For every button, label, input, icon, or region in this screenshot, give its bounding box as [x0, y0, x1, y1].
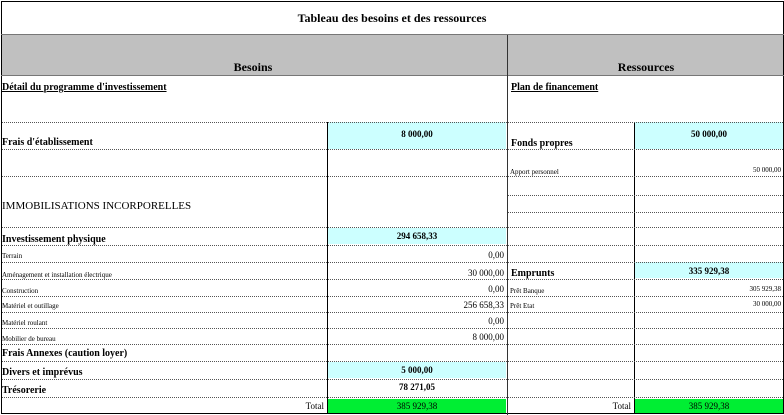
row-line — [2, 397, 507, 398]
emprunts-value: 335 929,38 — [688, 266, 730, 276]
row-line — [508, 296, 783, 297]
row-line — [2, 227, 507, 228]
row-line — [508, 262, 783, 263]
row-line — [508, 122, 783, 123]
item-value: 8 000,00 — [472, 332, 504, 342]
item-value: 30 000,00 — [468, 268, 504, 278]
item-value: 256 658,33 — [463, 300, 504, 310]
row-line — [2, 361, 507, 362]
row-line — [2, 344, 507, 345]
row-line — [508, 212, 783, 213]
row-line — [2, 176, 507, 177]
ressources-total-value: 385 929,38 — [688, 401, 730, 411]
divers-value: 5 000,00 — [401, 365, 433, 375]
item-label: Aménagement et installation électrique — [2, 271, 112, 279]
row-line — [2, 379, 507, 380]
row-line — [2, 149, 507, 150]
besoins-section-title: Détail du programme d'investissement — [2, 82, 167, 93]
header-divider — [1, 75, 784, 76]
row-line — [2, 122, 507, 123]
item-label: Matériel roulant — [2, 319, 48, 327]
item-value: 0,00 — [488, 284, 504, 294]
divers-label: Divers et imprévus — [2, 367, 83, 378]
row-line — [508, 227, 783, 228]
ressources-header: Ressources — [617, 60, 675, 74]
center-divider — [507, 35, 508, 415]
ressources-total-label: Total — [612, 401, 631, 411]
tresorerie-value: 78 271,05 — [399, 382, 435, 392]
item-label: Terrain — [2, 252, 23, 260]
emprunts-label: Emprunts — [511, 268, 555, 279]
apport-label: Apport personnel — [510, 168, 559, 176]
row-line — [2, 328, 507, 329]
investissement-physique-label: Investissement physique — [2, 234, 106, 245]
row-line — [2, 245, 507, 246]
row-line — [508, 176, 783, 177]
apport-value: 50 000,00 — [753, 166, 781, 174]
page-title: Tableau des besoins et des ressources — [297, 11, 487, 25]
pret-etat-label: Prêt Etat — [510, 302, 535, 310]
row-line — [508, 312, 783, 313]
item-label: Matériel et outillage — [2, 302, 59, 310]
besoins-total-label: Total — [305, 401, 324, 411]
item-value: 0,00 — [488, 316, 504, 326]
row-line — [508, 397, 783, 398]
item-label: Construction — [2, 287, 39, 295]
row-line — [2, 279, 507, 280]
tresorerie-label: Trésorerie — [2, 385, 47, 396]
besoins-header: Besoins — [233, 60, 273, 74]
row-line — [508, 379, 783, 380]
row-line — [2, 296, 507, 297]
fonds-propres-value: 50 000,00 — [691, 129, 727, 139]
ressources-section-title: Plan de financement — [511, 82, 599, 93]
row-line — [508, 344, 783, 345]
pret-etat-value: 30 000,00 — [753, 300, 781, 308]
investissement-physique-value: 294 658,33 — [396, 231, 438, 241]
row-line — [508, 361, 783, 362]
frais-annexes-label: Frais Annexes (caution loyer) — [2, 348, 128, 359]
row-line — [2, 262, 507, 263]
row-line — [508, 195, 783, 196]
row-line — [508, 149, 783, 150]
pret-banque-label: Prêt Banque — [510, 287, 545, 295]
row-line — [508, 328, 783, 329]
item-label: Mobilier de bureau — [2, 335, 56, 343]
frais-etablissement-value: 8 000,00 — [401, 129, 433, 139]
pret-banque-value: 305 929,38 — [749, 285, 781, 293]
row-line — [2, 312, 507, 313]
besoins-total-value: 385 929,38 — [396, 401, 438, 411]
row-line — [508, 245, 783, 246]
item-value: 0,00 — [488, 250, 504, 260]
frais-etablissement-label: Frais d'établissement — [2, 137, 93, 148]
immobilisations-incorporelles-label: IMMOBILISATIONS INCORPORELLES — [2, 200, 192, 212]
fonds-propres-label: Fonds propres — [511, 138, 573, 149]
row-line — [508, 279, 783, 280]
